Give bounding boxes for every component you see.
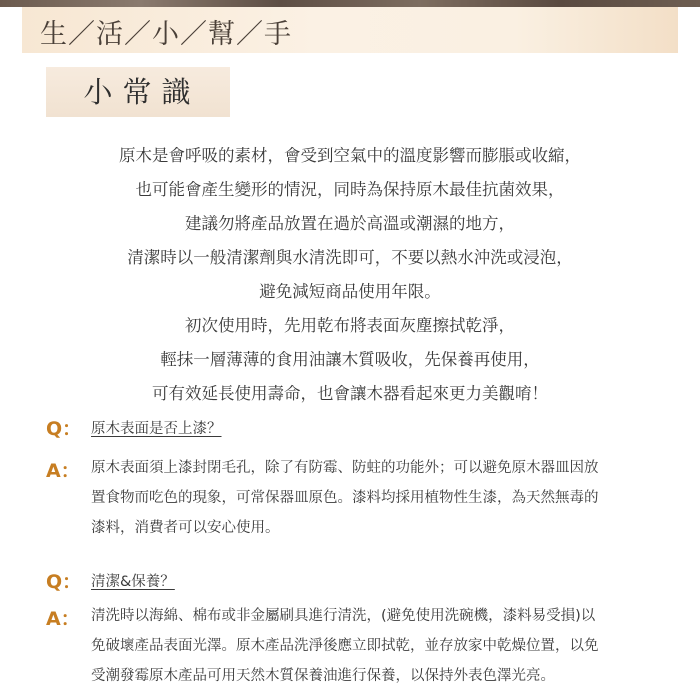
faq-answer [91, 601, 651, 691]
paragraph-line: 也可能會產生變形的情況，同時為保持原木最佳抗菌效果， [135, 180, 565, 199]
answer-line: 漆料，消費者可以安心使用。 [91, 520, 280, 536]
wood-texture-strip [0, 0, 700, 7]
faq-question: 原木表面是否上漆？ [91, 421, 222, 437]
paragraph-line: 原木是會呼吸的素材，會受到空氣中的溫度影響而膨脹或收縮， [119, 146, 581, 165]
faq-question: 清潔&保養？ [91, 574, 175, 590]
section-title-box [46, 67, 230, 117]
answer-line: 清洗時以海綿、棉布或非金屬刷具進行清洗，(避免使用洗碗機，漆料易受損)以 [91, 608, 596, 624]
faq-a-label: A： [46, 608, 80, 630]
faq-a-label: A： [46, 460, 80, 482]
answer-line: 原木表面須上漆封閉毛孔，除了有防霉、防蛀的功能外；可以避免原木器皿因放 [91, 460, 599, 476]
header-title: 生／活／小／幫／手 [40, 19, 292, 50]
faq-q-label: Q： [46, 418, 82, 440]
answer-line: 免破壞產品表面光澤。原木產品洗淨後應立即拭乾，並存放家中乾燥位置，以免 [91, 638, 599, 654]
answer-line: 受潮發霉原木產品可用天然木質保養油進行保養，以保持外表色澤光亮。 [91, 668, 555, 684]
paragraph-line: 避免減短商品使用年限。 [259, 282, 441, 301]
paragraph-line: 建議勿將產品放置在過於高溫或潮濕的地方， [185, 214, 515, 233]
section-title: 小常識 [83, 75, 201, 109]
faq-q-label: Q： [46, 571, 82, 593]
paragraph-line: 輕抹一層薄薄的食用油讓木質吸收，先保養再使用， [160, 350, 540, 369]
paragraph-line: 初次使用時，先用乾布將表面灰塵擦拭乾淨， [185, 316, 515, 335]
intro-paragraph [40, 139, 660, 411]
paragraph-line: 清潔時以一般清潔劑與水清洗即可，不要以熱水沖洗或浸泡， [127, 248, 573, 267]
answer-line: 置食物而吃色的現象，可常保器皿原色。漆料均採用植物性生漆，為天然無毒的 [91, 490, 599, 506]
paragraph-line: 可有效延長使用壽命，也會讓木器看起來更力美觀唷！ [152, 384, 548, 403]
faq-answer [91, 453, 651, 543]
